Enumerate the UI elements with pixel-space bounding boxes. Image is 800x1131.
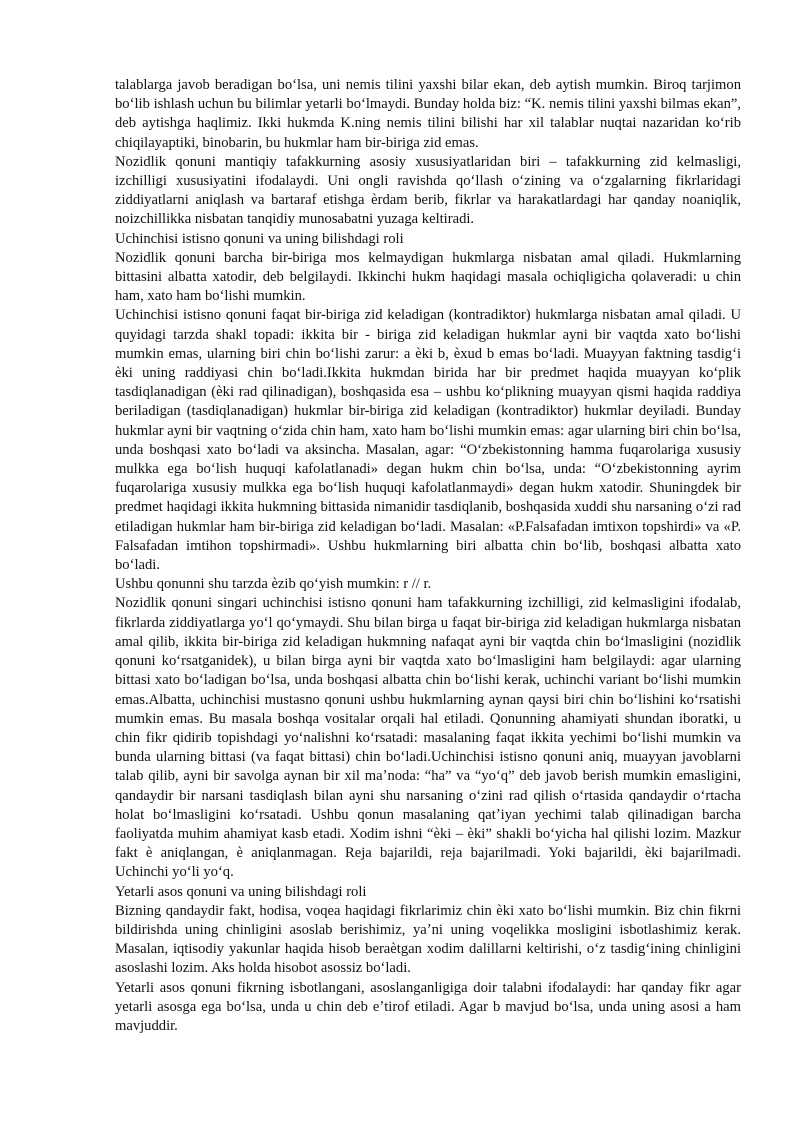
paragraph-yetarli-asos-intro: Bizning qandaydir fakt, hodisa, voqea haqidagi fikrlarimiz chin èki xato boʻlishi mumkin. Biz chin fikrni bildirishda uning chinligini asoslab berishimiz, yaʼni uning voqelikka mosligini isbotlashimiz kerak. Masalan, iqtisodiy yakunlar haqida hisob beraètgan xodim dalillarni keltirishi, oʻz tasdigʻining chinligini asoslashi lozim. Aks holda hisobot asossiz boʻladi.	[115, 902, 741, 977]
document-page	[115, 76, 741, 1036]
section-heading-yetarli-asos: Yetarli asos qonuni va uning bilishdagi roli	[115, 883, 367, 900]
section-heading-uchinchisi-istisno: Uchinchisi istisno qonuni va uning bilishdagi roli	[115, 230, 404, 247]
paragraph-nozidlik-scope: Nozidlik qonuni barcha bir-biriga mos kelmaydigan hukmlarga nisbatan amal qiladi. Hukmlarning bittasini albatta xatodir, deb belgilaydi. Ikkinchi hukm haqidagi masala ochiqligicha qolaveradi: u chin ham, xato ham boʻlishi mumkin.	[115, 249, 741, 305]
paragraph-formula: Ushbu qonunni shu tarzda èzib qoʻyish mumkin: r // r.	[115, 576, 432, 593]
paragraph-nozidlik-summary: Nozidlik qonuni mantiqiy tafakkurning asosiy xususiyatlaridan biri – tafakkurning zid kelmasligi, izchilligi xususiyatini ifodalaydi. Uni ongli ravishda qoʻllash oʻzining va oʻzgalarning fikrlaridagi ziddiyatlarni aniqlash va bartaraf etishga èrdam berib, fikrlar va harakatlardagi har qanday noaniqlik, noizchillikka nisbatan tanqidiy munosabatni yuzaga keltiradi.	[115, 153, 741, 228]
paragraph-continuation: talablarga javob beradigan boʻlsa, uni nemis tilini yaxshi bilar ekan, deb aytish mumkin. Biroq tarjimon boʻlib ishlash uchun bu bilimlar yetarli boʻlmaydi. Bunday holda biz: “K. nemis tilini yaxshi bilmas ekan”, deb aytishga haqlimiz. Ikki hukmda K.ning nemis tilini bilishi har xil talablar nuqtai nazaridan koʻrib chiqilayaptiki, binobarin, bu hukmlar ham bir-biriga zid emas.	[115, 77, 741, 151]
paragraph-yetarli-asos-definition: Yetarli asos qonuni fikrning isbotlangani, asoslanganligiga doir talabni ifodalaydi: har qanday fikr agar yetarli asosga ega boʻlsa, unda u chin deb eʼtirof etiladi. Agar b mavjud boʻlsa, unda uning asosi a ham mavjuddir.	[115, 979, 741, 1034]
paragraph-uchinchisi-significance: Nozidlik qonuni singari uchinchisi istisno qonuni ham tafakkurning izchilligi, zid kelmasligini ifodalab, fikrlarda ziddiyatlarga yoʻl qoʻymaydi. Shu bilan birga u faqat bir-biriga zid keladigan hukmlarga nisbatan amal qilib, ikkita bir-biriga zid keladigan hukmning nafaqat ayni bir vaqtda chin boʻlmasligini (nozidlik qonuni koʻrsatganidek), u bilan birga ayni bir vaqtda xato boʻlmasligini ham belgilaydi: agar ularning bittasi xato boʻladigan boʻlsa, unda boshqasi albatta chin boʻlishi kerak, uchinchi variant boʻlishi mumkin emas.Albatta, uchinchisi mustasno qonuni ushbu hukmlarning aynan qaysi biri chin boʻlishini koʻrsatishi mumkin emas. Bu masala boshqa vositalar orqali hal etiladi. Qonunning ahamiyati shundan iboratki, u chin fikr qidirib topishdagi yoʻnalishni koʻrsatadi: masalaning faqat ikkita yechimi boʻlishi mumkin va bunda ularning bittasi (va faqat bittasi) chin boʻladi.Uchinchisi istisno qonuni aniq, muayyan javoblarni talab qilib, ayni bir savolga aynan bir xil maʼnoda: “ha” va “yoʻq” deb javob berish mumkin emasligini, qandaydir bir narsani tasdiqlash bilan ayni shu narsaning oʻzini rad qilish oʻrtasida qandaydir oʻrtacha holat boʻlmasligini koʻrsatadi. Ushbu qonun masalaning qatʼiyan yechimi talab qilinadigan barcha faoliyatda muhim ahamiyat kasb etadi. Xodim ishni “èki – èki” shakli boʻyicha hal qilishi lozim. Mazkur fakt è aniqlangan, è aniqlanmagan. Reja bajarildi, reja bajarilmadi. Yoki bajarildi, èki bajarilmadi. Uchinchi yoʻli yoʻq.	[115, 595, 741, 881]
paragraph-uchinchisi-definition: Uchinchisi istisno qonuni faqat bir-biriga zid keladigan (kontradiktor) hukmlarga nisbatan amal qiladi. U quyidagi tarzda shakl topadi: ikkita bir - biriga zid keladigan hukmlar ayni bir vaqtda xato boʻlishi mumkin emas, ularning biri chin boʻlishi zarur: a èki b, èxud b emas boʻladi. Muayyan faktning tasdigʻi èki uning raddiyasi chin boʻladi.Ikkita hukmdan birida har bir predmet haqida muayyan koʻplik tasdiqlanadigan (èki rad qilinadigan), boshqasida esa – ushbu koʻplikning muayyan qismi haqida raddiya beriladigan (tasdiqlanadigan) hukmlar bir-biriga zid keladigan (kontradiktor) hukmlar deyiladi. Bunday hukmlar ayni bir vaqtning oʻzida chin ham, xato ham boʻlishi mumkin emas: agar ularning biri chin boʻlsa, unda boshqasi xato boʻladi va aksincha. Masalan, agar: “Oʻzbekistonning hamma fuqarolariga xususiy mulkka ega boʻlish huquqi kafolatlanadi» degan hukm chin boʻlsa, unda: “Oʻzbekistonning ayrim fuqarolariga xususiy mulkka ega boʻlish huquqi kafolatlanmaydi» degan hukm xatodir. Shuningdek bir predmet haqidagi ikkita hukmning bittasida nimanidir tasdiqlanib, boshqasida xuddi shu narsaning oʻzi rad etiladigan hukmlar ham bir-biriga zid keladigan boʻladi. Masalan: «P.Falsafadan imtixon topshirdi» va «P. Falsafadan imtihon topshirmadi». Ushbu hukmlarning biri albatta chin boʻlib, boshqasi albatta xato boʻladi.	[115, 307, 741, 574]
